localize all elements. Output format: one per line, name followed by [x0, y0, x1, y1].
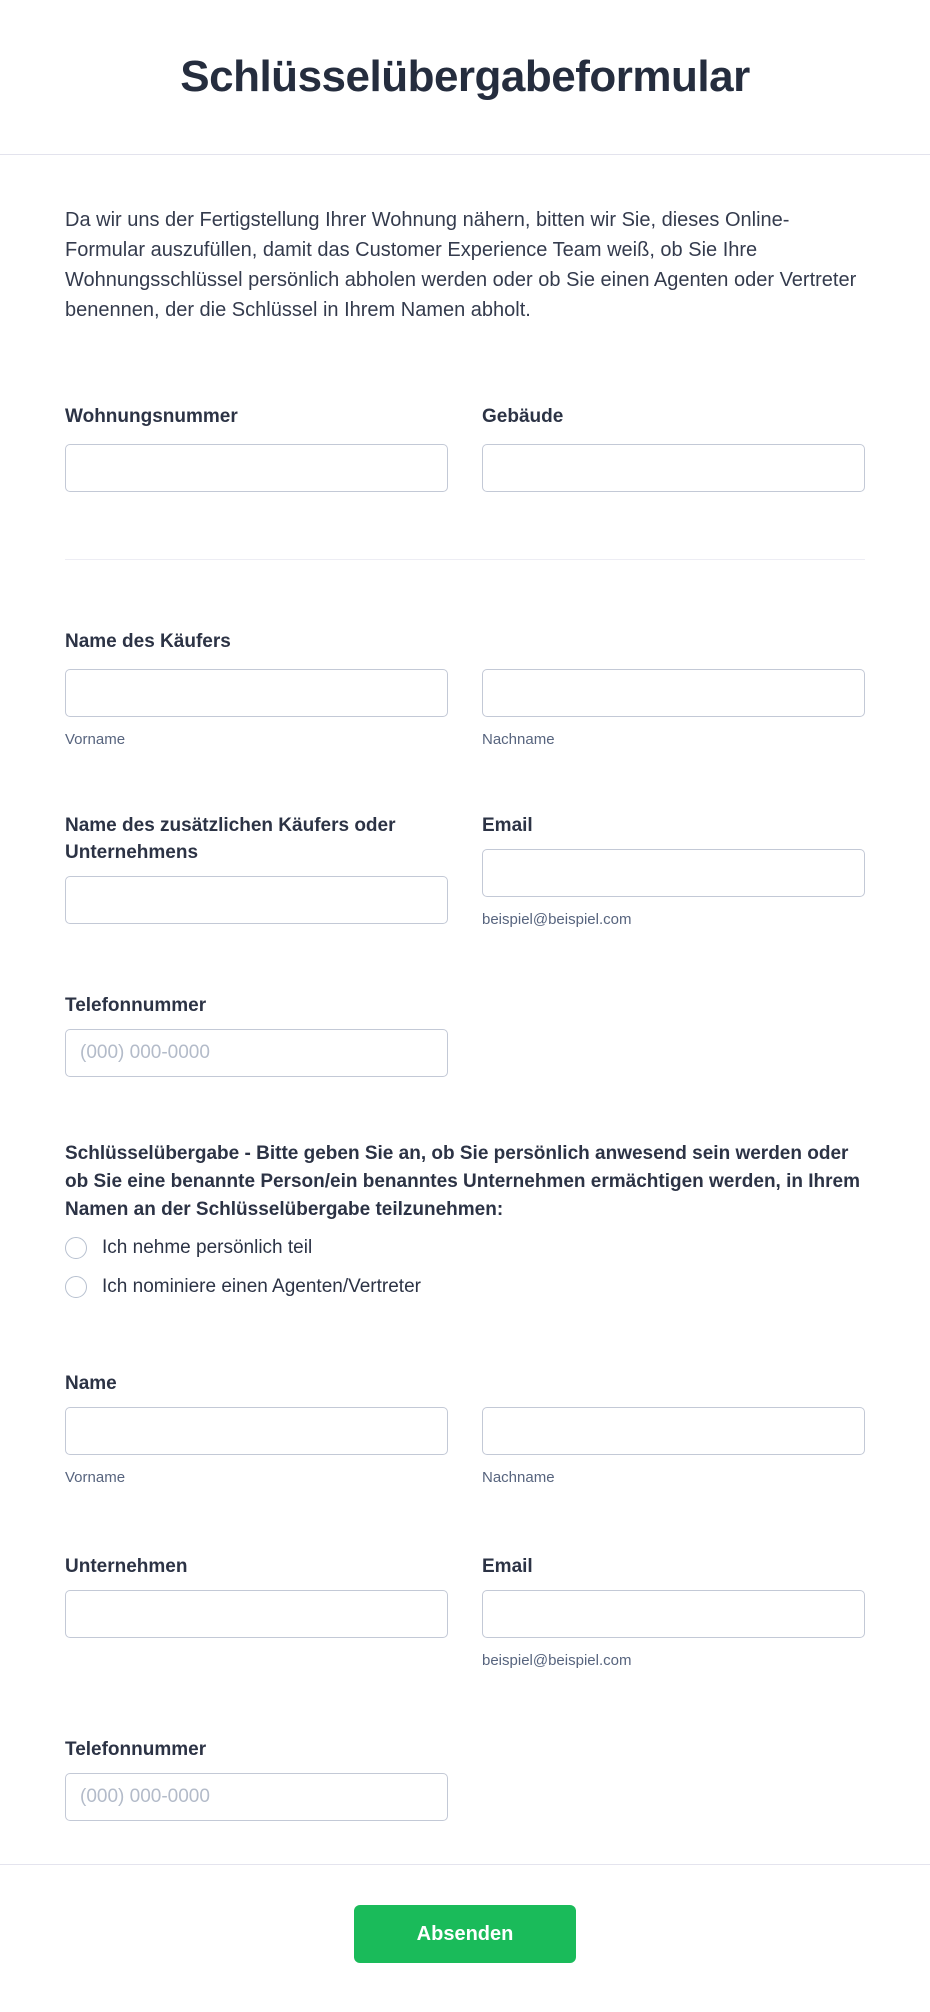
form-title: Schlüsselübergabeformular	[180, 52, 750, 101]
buyer-first-name-sublabel: Vorname	[65, 731, 126, 748]
buyer-name-label: Name des Käufers	[65, 631, 231, 652]
building-label: Gebäude	[482, 406, 564, 427]
apartment-number-field	[65, 403, 448, 492]
handover-option-agent-radio[interactable]	[65, 1276, 87, 1298]
agent-phone-label: Telefonnummer	[65, 1739, 207, 1760]
agent-company-field	[65, 1553, 448, 1670]
agent-phone-field	[65, 1736, 865, 1821]
agent-email-label: Email	[482, 1556, 533, 1577]
buyer-phone-label: Telefonnummer	[65, 995, 207, 1016]
handover-option-agent-label[interactable]: Ich nominiere einen Agenten/Vertreter	[102, 1276, 421, 1297]
submit-area	[0, 1905, 930, 1963]
buyer-phone-field	[65, 992, 865, 1077]
buyer-email-input[interactable]	[482, 849, 865, 897]
buyer-first-name-col	[65, 669, 448, 749]
buyer-first-name-input[interactable]	[65, 669, 448, 717]
agent-email-sublabel: beispiel@beispiel.com	[482, 1652, 632, 1669]
footer-divider	[0, 1864, 930, 1865]
company-email-row	[65, 1553, 865, 1670]
handover-label: Schlüsselübergabe - Bitte geben Sie an, ob Sie persönlich anwesend sein werden oder ob Sie eine benannte Person/ein benanntes Unternehmen ermächtigen werden, in Ihrem Namen an der Schlüsselübergabe teilzunehmen:	[65, 1143, 861, 1220]
agent-phone-input[interactable]	[65, 1773, 448, 1821]
agent-name-label: Name	[65, 1373, 117, 1394]
additional-buyer-field	[65, 812, 448, 929]
handover-options	[65, 1233, 865, 1302]
additional-buyer-input[interactable]	[65, 876, 448, 924]
handover-option-agent	[65, 1272, 865, 1302]
handover-option-personal-radio[interactable]	[65, 1237, 87, 1259]
agent-first-name-sublabel: Vorname	[65, 1469, 126, 1486]
buyer-last-name-input[interactable]	[482, 669, 865, 717]
section-divider	[65, 559, 865, 560]
agent-last-name-sublabel: Nachname	[482, 1469, 555, 1486]
apartment-building-row	[65, 403, 865, 492]
agent-email-input[interactable]	[482, 1590, 865, 1638]
form-body	[0, 205, 930, 1821]
agent-first-name-input[interactable]	[65, 1407, 448, 1455]
agent-email-field	[482, 1553, 865, 1670]
agent-name-row	[65, 1407, 865, 1487]
agent-name-field	[65, 1370, 865, 1487]
apartment-number-input[interactable]	[65, 444, 448, 492]
buyer-name-field	[65, 628, 865, 749]
agent-company-input[interactable]	[65, 1590, 448, 1638]
agent-last-name-input[interactable]	[482, 1407, 865, 1455]
intro-paragraph: Da wir uns der Fertigstellung Ihrer Wohnung nähern, bitten wir Sie, dieses Online-Formular auszufüllen, damit das Customer Experience Team weiß, ob Sie Ihre Wohnungsschlüssel persönlich abholen werden oder ob Sie einen Agenten oder Vertreter benennen, der die Schlüssel in Ihrem Namen abholt.	[65, 209, 857, 321]
handover-option-personal	[65, 1233, 865, 1263]
submit-button[interactable]: Absenden	[354, 1905, 576, 1963]
buyer-last-name-sublabel: Nachname	[482, 731, 555, 748]
form-header	[0, 0, 930, 155]
additional-buyer-email-row	[65, 812, 865, 929]
agent-first-name-col	[65, 1407, 448, 1487]
agent-company-label: Unternehmen	[65, 1556, 188, 1577]
buyer-email-label: Email	[482, 815, 533, 836]
buyer-phone-input[interactable]	[65, 1029, 448, 1077]
buyer-email-field	[482, 812, 865, 929]
agent-last-name-col	[482, 1407, 865, 1487]
apartment-number-label: Wohnungsnummer	[65, 406, 238, 427]
handover-field	[65, 1140, 865, 1302]
building-field	[482, 403, 865, 492]
additional-buyer-label: Name des zusätzlichen Käufers oder Unternehmens	[65, 815, 396, 863]
buyer-email-sublabel: beispiel@beispiel.com	[482, 911, 632, 928]
handover-option-personal-label[interactable]: Ich nehme persönlich teil	[102, 1237, 313, 1258]
building-input[interactable]	[482, 444, 865, 492]
buyer-last-name-col	[482, 669, 865, 749]
buyer-name-row	[65, 669, 865, 749]
